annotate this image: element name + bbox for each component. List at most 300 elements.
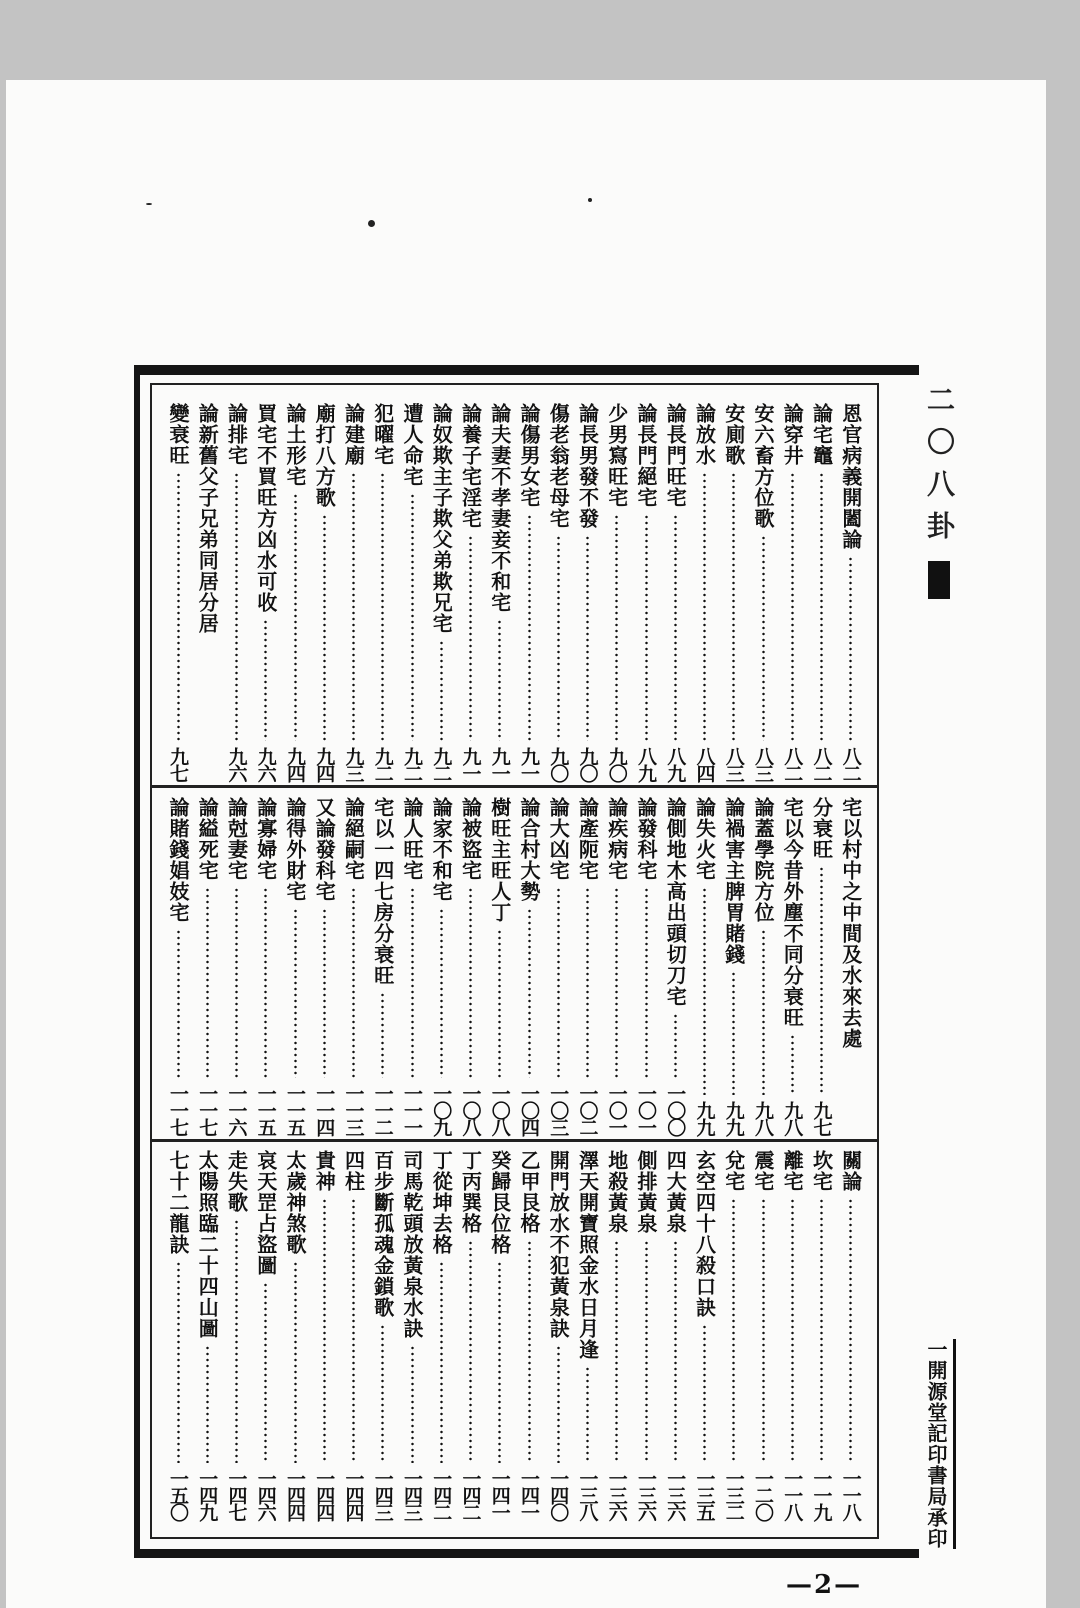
toc-entry <box>488 797 512 1135</box>
toc-entry <box>810 797 834 1135</box>
toc-entry-title: 論奴欺主子欺父弟欺兄宅 <box>429 403 454 634</box>
toc-entry-title: 震宅 <box>751 1150 775 1192</box>
leader-dots <box>528 514 531 741</box>
toc-entry <box>195 797 219 1135</box>
leader-dots <box>820 866 823 1095</box>
toc-entry-page: 九七 <box>810 1101 833 1135</box>
table-of-contents-frame <box>134 365 956 1558</box>
toc-entry <box>810 1150 834 1520</box>
toc-entry-title: 論被盜宅 <box>458 797 483 881</box>
toc-entry-title: 論疾病宅 <box>604 797 629 881</box>
spine-header: 二〇八卦 <box>923 385 956 553</box>
band-divider <box>152 785 877 788</box>
toc-entry <box>517 797 541 1135</box>
toc-entry-page: 九二 <box>401 747 423 781</box>
toc-entry-title: 遭人命宅 <box>400 403 424 487</box>
toc-entry-title: 論失火宅 <box>692 797 717 881</box>
leader-dots <box>235 887 238 1078</box>
leader-dots <box>557 887 560 1078</box>
ink-speck <box>146 203 152 205</box>
toc-entry-title: 太陽照臨二十四山圖 <box>195 1150 220 1339</box>
toc-entry-page: 九一 <box>518 747 540 781</box>
toc-entry <box>400 797 424 1135</box>
toc-entry-page: 八二 <box>839 747 862 781</box>
toc-entry <box>634 797 658 1135</box>
spine-footer-printer: 一開源堂記印書局承印 <box>922 1339 956 1549</box>
toc-entry <box>663 1150 687 1520</box>
leader-dots <box>294 908 297 1078</box>
toc-entry <box>342 403 366 781</box>
toc-entry <box>605 403 629 781</box>
leader-dots <box>732 472 735 741</box>
toc-entry-title: 又論發科宅 <box>312 797 337 902</box>
toc-entry <box>780 1150 804 1520</box>
leader-dots <box>323 514 326 741</box>
toc-entry <box>371 797 395 1135</box>
toc-entry-page: 一一二 <box>371 1084 394 1135</box>
leader-dots <box>264 887 267 1078</box>
leader-dots <box>177 1261 180 1463</box>
toc-entry-page: 一一六 <box>225 1084 248 1135</box>
toc-entry <box>634 1150 658 1520</box>
toc-entry-title: 論產阨宅 <box>575 797 600 881</box>
toc-entry-page: 九三 <box>342 747 365 781</box>
toc-entry <box>429 797 453 1135</box>
toc-entry <box>693 403 717 781</box>
leader-dots <box>615 1240 618 1463</box>
toc-entry-title: 論禍害主脾胃賭錢 <box>721 797 746 965</box>
leader-dots <box>469 887 472 1078</box>
toc-entry <box>663 797 687 1135</box>
leader-dots <box>440 908 443 1078</box>
toc-entry-page: 九七 <box>167 747 189 781</box>
toc-entry <box>576 403 600 781</box>
toc-entry <box>225 797 249 1135</box>
toc-entry-title: 論尅妻宅 <box>224 797 249 881</box>
toc-entry-page: 九四 <box>313 747 336 781</box>
leader-dots <box>528 1240 531 1463</box>
toc-entry <box>693 797 717 1135</box>
toc-entry-title: 論側地木高出頭切刀宅 <box>663 797 688 1007</box>
leader-dots <box>674 1013 677 1078</box>
toc-entry-title: 側排黃泉 <box>634 1150 658 1234</box>
toc-entry-title: 論穿井 <box>780 403 805 466</box>
toc-entry <box>517 403 541 781</box>
leader-dots <box>411 887 414 1078</box>
ink-speck <box>368 220 375 227</box>
toc-entry-page: 八二 <box>781 747 804 781</box>
leader-dots <box>703 1324 706 1463</box>
toc-entry-page: 一三六 <box>605 1469 628 1520</box>
toc-entry-page: 一〇九 <box>430 1084 453 1135</box>
toc-entry <box>839 1150 863 1520</box>
toc-entry-title: 論夫妻不孝妻妾不和宅 <box>487 403 512 613</box>
leader-dots <box>381 992 384 1078</box>
toc-entry-title: 少男寫旺宅 <box>604 403 629 508</box>
toc-entry-page: 一五〇 <box>167 1469 189 1520</box>
toc-entry <box>195 403 219 781</box>
toc-entry <box>839 403 863 781</box>
toc-entry <box>312 1150 336 1520</box>
leader-dots <box>615 514 618 741</box>
toc-entry-page: 九九 <box>722 1101 745 1135</box>
toc-entry <box>546 403 570 781</box>
leader-dots <box>557 1345 560 1463</box>
leader-dots <box>762 1198 765 1463</box>
leader-dots <box>791 472 794 741</box>
toc-entry <box>459 403 483 781</box>
toc-entry <box>780 797 804 1135</box>
toc-entry-title: 澤天開寶照金水日月逢 <box>575 1150 600 1360</box>
toc-entry <box>400 1150 424 1520</box>
toc-entry-page: 一四四 <box>284 1469 306 1520</box>
toc-entry-page: 一〇四 <box>518 1084 540 1135</box>
toc-entry <box>546 1150 570 1520</box>
toc-entry-title: 買宅不買旺方凶水可收 <box>253 403 278 613</box>
leader-dots <box>762 535 765 741</box>
toc-entry-title: 論寡婦宅 <box>253 797 278 881</box>
page-number: —2— <box>786 1570 863 1600</box>
toc-entry-page: 一一五 <box>284 1084 306 1135</box>
toc-entry-title: 論合村大勢 <box>517 797 541 902</box>
toc-entry-title: 論排宅 <box>224 403 249 466</box>
toc-entry-page: 八九 <box>664 747 687 781</box>
toc-entry <box>371 403 395 781</box>
leader-dots <box>791 1198 794 1463</box>
toc-entry <box>429 1150 453 1520</box>
toc-entry-page: 一四九 <box>196 1469 219 1520</box>
leader-dots <box>820 472 823 741</box>
toc-entry-page: 一四四 <box>342 1469 365 1520</box>
toc-entry-page: 八九 <box>635 747 657 781</box>
toc-entry-page: 一四一 <box>518 1469 540 1520</box>
leader-dots <box>498 929 501 1078</box>
toc-band-top <box>152 403 877 781</box>
toc-entry <box>751 797 775 1135</box>
toc-entry-title: 關論 <box>838 1150 863 1192</box>
leader-dots <box>206 887 209 1078</box>
leader-dots <box>849 556 852 741</box>
toc-entry-title: 兌宅 <box>721 1150 746 1192</box>
toc-entry <box>634 403 658 781</box>
toc-entry-title: 廟打八方歌 <box>312 403 337 508</box>
toc-entry-page: 九六 <box>254 747 277 781</box>
toc-entry <box>810 403 834 781</box>
leader-dots <box>674 514 677 741</box>
toc-entry-title: 論家不和宅 <box>429 797 454 902</box>
leader-dots <box>703 472 706 741</box>
leader-dots <box>294 493 297 741</box>
leader-dots <box>323 908 326 1078</box>
toc-entry-page: 八三 <box>752 747 774 781</box>
toc-entry-page: 一一三 <box>342 1084 365 1135</box>
toc-entry <box>576 1150 600 1520</box>
toc-entry-page: 一四〇 <box>547 1469 570 1520</box>
toc-entry-page: 一〇一 <box>605 1084 628 1135</box>
toc-entry-title: 論宅竈 <box>809 403 834 466</box>
toc-entry <box>722 1150 746 1520</box>
toc-entry <box>517 1150 541 1520</box>
toc-entry <box>722 797 746 1135</box>
toc-entry <box>312 403 336 781</box>
leader-dots <box>206 1345 209 1463</box>
toc-entry-page: 一三二 <box>722 1469 745 1520</box>
toc-entry-page: 九一 <box>459 747 482 781</box>
toc-entry-title: 地殺黃泉 <box>604 1150 629 1234</box>
toc-entry-title: 論蓋學院方位 <box>751 797 775 923</box>
toc-entry-page: 一〇八 <box>459 1084 482 1135</box>
toc-entry-title: 論放水 <box>692 403 717 466</box>
toc-entry-page: 一三八 <box>576 1469 599 1520</box>
toc-entry-page: 一四六 <box>254 1469 277 1520</box>
leader-dots <box>820 1198 823 1463</box>
leader-dots <box>264 1282 267 1463</box>
toc-entry-page: 一一七 <box>196 1084 219 1135</box>
toc-entry <box>751 403 775 781</box>
toc-entry-title: 太歲神煞歌 <box>283 1150 307 1255</box>
toc-entry-title: 論建廟 <box>341 403 366 466</box>
leader-dots <box>381 1324 384 1463</box>
toc-entry-page: 一〇三 <box>547 1084 570 1135</box>
toc-entry-page: 一四四 <box>313 1469 336 1520</box>
leader-dots <box>352 887 355 1078</box>
leader-dots <box>294 1261 297 1463</box>
toc-entry-title: 走失歌 <box>224 1150 249 1213</box>
toc-entry <box>166 1150 190 1520</box>
toc-entry <box>312 797 336 1135</box>
toc-entry-page: 一四三 <box>401 1469 423 1520</box>
leader-dots <box>498 619 501 741</box>
toc-entry <box>693 1150 717 1520</box>
toc-entry-page: 一〇〇 <box>664 1084 687 1135</box>
toc-entry <box>342 1150 366 1520</box>
toc-entry-title: 論人旺宅 <box>400 797 424 881</box>
toc-entry <box>254 797 278 1135</box>
toc-entry-title: 宅以今昔外塵不同分衰旺 <box>780 797 805 1028</box>
toc-entry-page: 九〇 <box>605 747 628 781</box>
toc-entry <box>225 403 249 781</box>
toc-entry-page: 九〇 <box>547 747 570 781</box>
toc-entry-page: 一四三 <box>371 1469 394 1520</box>
toc-entry <box>459 797 483 1135</box>
spine-column <box>923 385 955 1549</box>
toc-entry-title: 論賭錢娼妓宅 <box>166 797 190 923</box>
toc-entry <box>459 1150 483 1520</box>
leader-dots <box>177 929 180 1078</box>
toc-entry-page: 一一五 <box>254 1084 277 1135</box>
toc-entry-title: 論長門絕宅 <box>634 403 658 508</box>
toc-entry-title: 癸歸艮位格 <box>487 1150 512 1255</box>
leader-dots <box>732 971 735 1095</box>
toc-entry-title: 坎宅 <box>809 1150 834 1192</box>
toc-entry-page: 一四二 <box>459 1469 482 1520</box>
toc-entry-page: 一三六 <box>635 1469 657 1520</box>
toc-entry-title: 宅以一四七房分衰旺 <box>370 797 395 986</box>
toc-entry-title: 百步斷孤魂金鎖歌 <box>370 1150 395 1318</box>
leader-dots <box>411 1345 414 1463</box>
toc-entry-title: 安六畜方位歌 <box>751 403 775 529</box>
toc-entry-title: 論得外財宅 <box>283 797 307 902</box>
toc-entry <box>780 403 804 781</box>
toc-entry-title: 論發科宅 <box>634 797 658 881</box>
toc-entry-page: 八四 <box>693 747 716 781</box>
toc-entry-title: 論縊死宅 <box>195 797 220 881</box>
leader-dots <box>586 535 589 741</box>
toc-band-middle <box>152 797 877 1135</box>
spine-black-mark <box>928 561 950 599</box>
toc-entry-page: 一一八 <box>839 1469 862 1520</box>
band-divider <box>152 1139 877 1142</box>
toc-entry-title: 玄空四十八殺口訣 <box>692 1150 717 1318</box>
toc-entry-title: 論大凶宅 <box>546 797 571 881</box>
toc-entry <box>663 403 687 781</box>
leader-dots <box>586 1366 589 1463</box>
toc-entry <box>546 797 570 1135</box>
toc-entry-title: 論長男發不發 <box>575 403 600 529</box>
leader-dots <box>557 535 560 741</box>
toc-entry-title: 七十二龍訣 <box>166 1150 190 1255</box>
toc-entry-page: 九〇 <box>576 747 599 781</box>
toc-entry-title: 宅以村中之中間及水來去處 <box>838 797 863 1049</box>
toc-entry-page: 一一八 <box>781 1469 804 1520</box>
toc-entry-title: 安廁歌 <box>721 403 746 466</box>
leader-dots <box>615 887 618 1078</box>
toc-entry-title: 論新舊父子兄弟同居分居 <box>195 403 220 634</box>
leader-dots <box>352 472 355 741</box>
toc-entry <box>488 403 512 781</box>
toc-entry-title: 丁丙巽格 <box>458 1150 483 1234</box>
leader-dots <box>411 493 414 741</box>
toc-entry-page: 一一七 <box>167 1084 189 1135</box>
toc-entry-page: 九二 <box>430 747 453 781</box>
toc-entry <box>722 403 746 781</box>
toc-entry-title: 丁從坤去格 <box>429 1150 454 1255</box>
toc-entry-page: 九二 <box>371 747 394 781</box>
toc-entry <box>605 1150 629 1520</box>
toc-entry-title: 司馬乾頭放黃泉水訣 <box>400 1150 424 1339</box>
toc-entry <box>576 797 600 1135</box>
toc-entry-page: 一〇八 <box>488 1084 511 1135</box>
toc-entry-page: 一一九 <box>810 1469 833 1520</box>
toc-entry-page: 九九 <box>693 1101 716 1135</box>
toc-entry-title: 樹旺主旺人丁 <box>487 797 512 923</box>
leader-dots <box>645 1240 648 1463</box>
toc-inner-border <box>150 383 879 1539</box>
toc-entry-page: 一三六 <box>664 1469 687 1520</box>
toc-entry-title: 論絕嗣宅 <box>341 797 366 881</box>
toc-entry <box>751 1150 775 1520</box>
toc-entry-page: 八三 <box>722 747 745 781</box>
toc-entry-title: 論養子宅淫宅 <box>458 403 483 529</box>
toc-entry <box>283 797 307 1135</box>
leader-dots <box>235 1219 238 1463</box>
toc-entry-title: 離宅 <box>780 1150 805 1192</box>
toc-entry <box>283 1150 307 1520</box>
leader-dots <box>440 1261 443 1463</box>
toc-entry-title: 貴神 <box>312 1150 337 1192</box>
toc-entry <box>166 797 190 1135</box>
toc-entry <box>400 403 424 781</box>
leader-dots <box>469 1240 472 1463</box>
leader-dots <box>498 1261 501 1463</box>
leader-dots <box>791 1034 794 1095</box>
toc-entry <box>839 797 863 1135</box>
toc-entry <box>166 403 190 781</box>
toc-entry-page: 八二 <box>810 747 833 781</box>
toc-entry-title: 論傷男女宅 <box>517 403 541 508</box>
toc-entry-page: 一四二 <box>430 1469 453 1520</box>
toc-entry-page: 一四七 <box>225 1469 248 1520</box>
leader-dots <box>469 535 472 741</box>
toc-entry-page: 一一一 <box>401 1084 423 1135</box>
toc-entry-page: 九八 <box>752 1101 774 1135</box>
leader-dots <box>645 514 648 741</box>
leader-dots <box>177 472 180 741</box>
toc-entry-title: 變衰旺 <box>166 403 190 466</box>
toc-entry-page: 一〇一 <box>635 1084 657 1135</box>
toc-entry-page: 一三五 <box>693 1469 716 1520</box>
leader-dots <box>235 472 238 741</box>
toc-entry <box>225 1150 249 1520</box>
toc-entry <box>195 1150 219 1520</box>
toc-entry-title: 乙甲艮格 <box>517 1150 541 1234</box>
leader-dots <box>849 1198 852 1463</box>
leader-dots <box>440 640 443 741</box>
toc-entry <box>488 1150 512 1520</box>
ink-speck <box>588 198 592 202</box>
toc-entry-title: 恩官病義開闔論 <box>838 403 863 550</box>
toc-entry <box>605 797 629 1135</box>
leader-dots <box>381 472 384 741</box>
toc-entry-title: 開門放水不犯黃泉訣 <box>546 1150 571 1339</box>
leader-dots <box>323 1198 326 1463</box>
toc-entry-page: 九一 <box>488 747 511 781</box>
leader-dots <box>674 1240 677 1463</box>
leader-dots <box>703 887 706 1095</box>
toc-band-bottom <box>152 1150 877 1520</box>
leader-dots <box>762 929 765 1095</box>
toc-entry <box>342 797 366 1135</box>
toc-entry <box>254 1150 278 1520</box>
toc-entry-title: 分衰旺 <box>809 797 834 860</box>
toc-entry-page: 九八 <box>781 1101 804 1135</box>
toc-entry-title: 論長門旺宅 <box>663 403 688 508</box>
toc-entry-page: 一四一 <box>488 1469 511 1520</box>
toc-entry-title: 犯曜宅 <box>370 403 395 466</box>
toc-entry-title: 四大黃泉 <box>663 1150 688 1234</box>
toc-entry-title: 論土形宅 <box>283 403 307 487</box>
leader-dots <box>528 908 531 1078</box>
leader-dots <box>264 619 267 741</box>
leader-dots <box>586 887 589 1078</box>
toc-entry-title: 四柱 <box>341 1150 366 1192</box>
toc-entry <box>283 403 307 781</box>
toc-entry <box>371 1150 395 1520</box>
leader-dots <box>352 1198 355 1463</box>
toc-entry <box>429 403 453 781</box>
leader-dots <box>732 1198 735 1463</box>
toc-entry <box>254 403 278 781</box>
toc-entry-title: 傷老翁老母宅 <box>546 403 571 529</box>
toc-entry-page: 一〇二 <box>576 1084 599 1135</box>
toc-entry-title: 哀天罡占盜圖 <box>253 1150 278 1276</box>
leader-dots <box>645 887 648 1078</box>
toc-entry-page: 一一四 <box>313 1084 336 1135</box>
scanned-page <box>6 80 1046 1608</box>
toc-entry-page: 一二〇 <box>752 1469 774 1520</box>
toc-entry-page: 九四 <box>284 747 306 781</box>
toc-entry-page: 九六 <box>225 747 248 781</box>
